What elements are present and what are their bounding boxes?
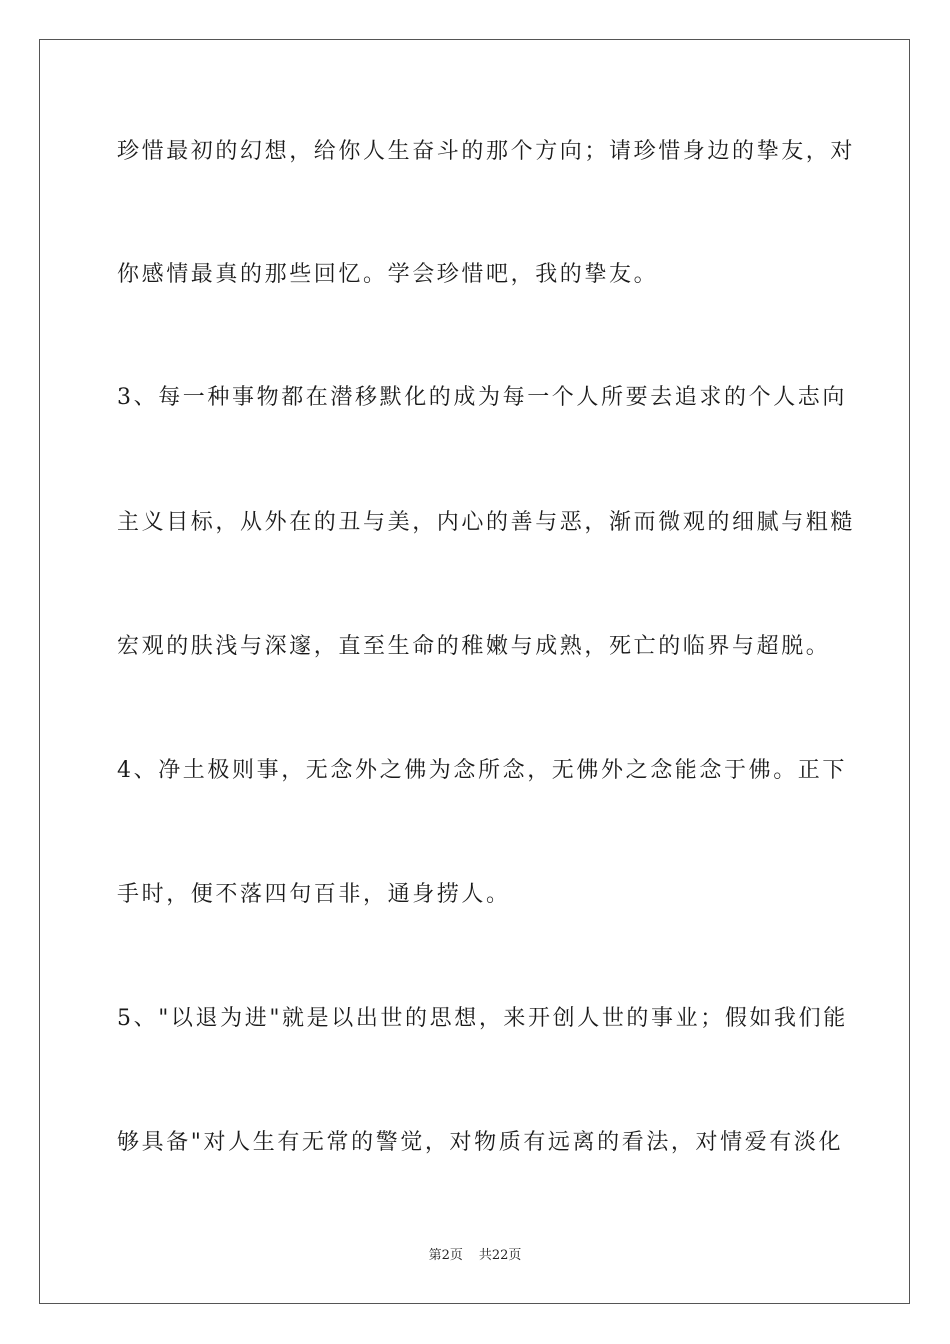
page-total: 共22页 xyxy=(478,1248,522,1263)
text-line: 宏观的肤浅与深邃，直至生命的稚嫩与成熟，死亡的临界与超脱。 xyxy=(117,634,831,659)
text-line: 珍惜最初的幻想，给你人生奋斗的那个方向；请珍惜身边的挚友，对 xyxy=(117,139,856,164)
page-number: 第2页 xyxy=(428,1248,463,1263)
text-line: 主义目标，从外在的丑与美，内心的善与恶，渐而微观的细腻与粗糙 xyxy=(117,510,856,535)
text-line: 你感情最真的那些回忆。学会珍惜吧，我的挚友。 xyxy=(117,262,659,287)
page-footer xyxy=(0,1247,950,1265)
page-border xyxy=(39,39,910,1304)
text-line: 3、每一种事物都在潜移默化的成为每一个人所要去追求的个人志向 xyxy=(117,385,847,410)
text-line: 够具备"对人生有无常的警觉，对物质有远离的看法，对情爱有淡化 xyxy=(117,1130,844,1155)
text-line: 5、"以退为进"就是以出世的思想，来开创人世的事业；假如我们能 xyxy=(117,1006,848,1031)
text-line: 4、净土极则事，无念外之佛为念所念，无佛外之念能念于佛。正下 xyxy=(117,758,847,783)
text-line: 手时，便不落四句百非，通身捞人。 xyxy=(117,882,511,907)
